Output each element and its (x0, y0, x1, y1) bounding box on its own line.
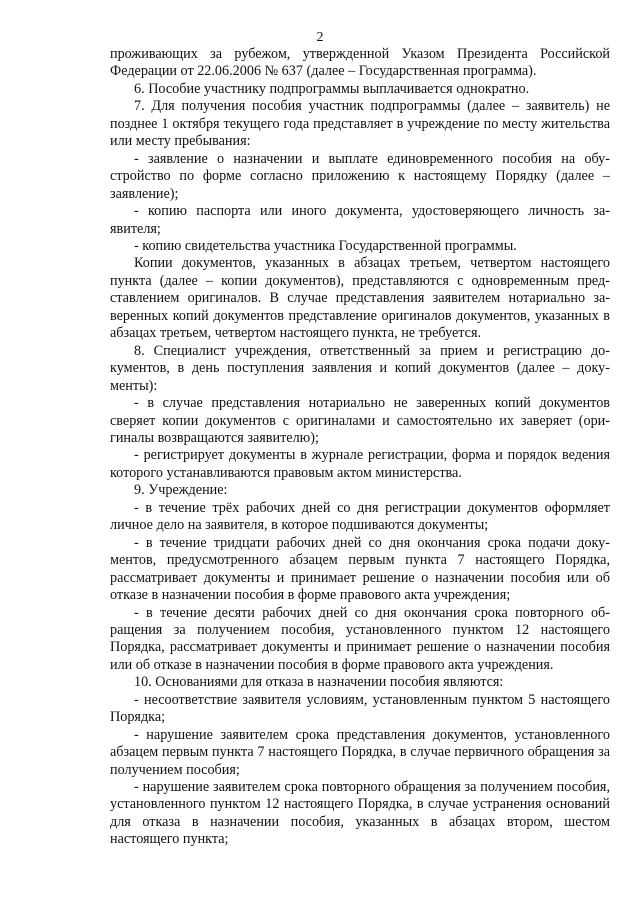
paragraph: - в случае представления нотариально не заверенных копий документов сверяет копии документов с оригиналами и самостоятельно их заверяет (оригиналы возвращаются заявителю); (110, 395, 610, 446)
paragraph: - регистрирует документы в журнале регистрации, форма и порядок ведения которого устанавливаются правовым актом министерства. (110, 447, 610, 481)
paragraph: - в течение десяти рабочих дней со дня окончания срока повторного обращения за получением пособия, установленного пунктом 12 настоящего Порядка, рассматривает документы и принимает решение о назначении пособия или об отказе в назначении пособия в форме правового акта учреждения. (110, 604, 610, 673)
paragraph: - копию свидетельства участника Государственной программы. (134, 237, 517, 254)
paragraph: Копии документов, указанных в абзацах третьем, четвертом настоящего пункта (далее – копии документов), представляются с одновременным представлением оригиналов. В случае представления заявителем нотариально заверенных копий документов представление оригиналов документов, указанных в абзацах третьем, четвертом настоящего пункта, не требуется. (110, 255, 610, 342)
paragraph: - несоответствие заявителя условиям, установленным пунктом 5 настоящего Порядка; (110, 691, 610, 726)
page-number: 2 (316, 30, 324, 45)
paragraph: 9. Учреждение: (134, 482, 228, 499)
paragraph: - в течение трёх рабочих дней со дня регистрации документов оформляет личное дело на заявителя, в которое подшиваются документы; (110, 499, 610, 534)
document-body (110, 46, 610, 849)
paragraph: проживающих за рубежом, утвержденной Указом Президента Российской Федерации от 22.06.2006 № 637 (далее – Государственная программа). (110, 46, 610, 80)
paragraph: - в течение тридцати рабочих дней со дня окончания срока подачи документов, предусмотренного абзацем первым пункта 7 настоящего Порядка, рассматривает документы и принимает решение о назначении пособия или об отказе в назначении пособия в форме правового акта учреждения; (110, 534, 610, 604)
paragraph: - нарушение заявителем срока представления документов, установленного абзацем первым пункта 7 настоящего Порядка, в случае первичного обращения за получением пособия; (110, 726, 610, 778)
paragraph: - заявление о назначении и выплате единовременного пособия на обустройство по форме согласно приложению к настоящему Порядку (далее – заявление); (110, 150, 610, 202)
paragraph: 8. Специалист учреждения, ответственный за прием и регистрацию документов, в день поступления заявления и копий документов (далее – документы): (110, 342, 610, 394)
paragraph: - нарушение заявителем срока повторного обращения за получением пособия, установленного пунктом 12 настоящего Порядка, в случае устранения оснований для отказа в назначении пособия, указанных в абзацах втором, шестом настоящего пункта; (110, 779, 610, 848)
paragraph: 10. Основаниями для отказа в назначении пособия являются: (134, 674, 504, 691)
paragraph: 6. Пособие участнику подпрограммы выплачивается однократно. (134, 80, 530, 97)
paragraph: - копию паспорта или иного документа, удостоверяющего личность заявителя; (110, 203, 610, 237)
paragraph: 7. Для получения пособия участник подпрограммы (далее – заявитель) не позднее 1 октября текущего года представляет в учреждение по месту жительства или месту пребывания: (110, 98, 610, 150)
